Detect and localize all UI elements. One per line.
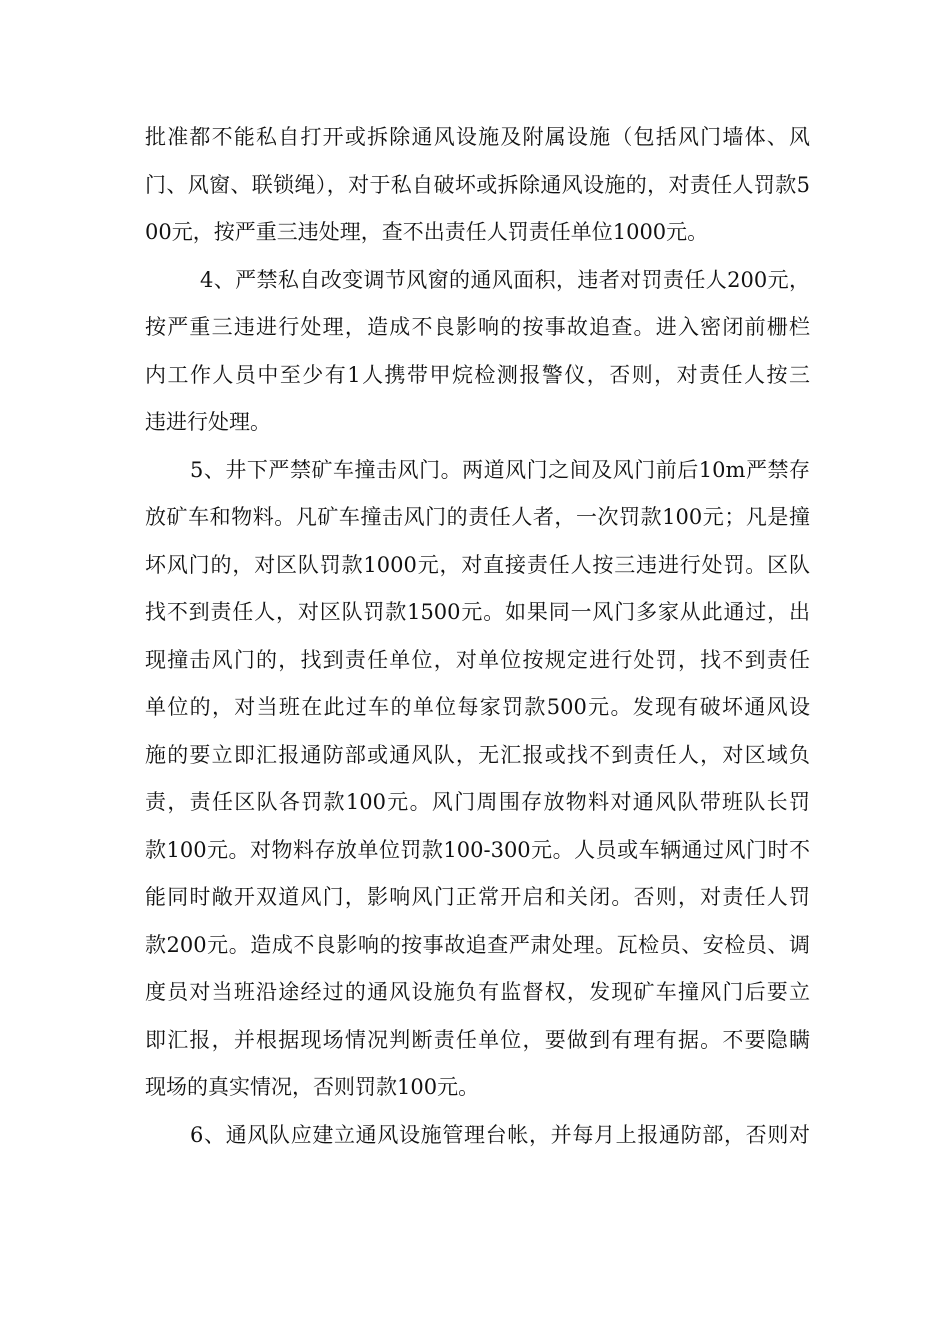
paragraph-1-line-2: 门、风窗、联锁绳），对于私自破坏或拆除通风设施的，对责任人罚款5 bbox=[145, 172, 810, 197]
paragraph-3-line-6: 单位的，对当班在此过车的单位每家罚款500元。发现有破坏通风设 bbox=[145, 695, 810, 719]
paragraph-3-line-2: 放矿车和物料。凡矿车撞击风门的责任人者，一次罚款100元；凡是撞 bbox=[145, 505, 810, 529]
paragraph-3-line-7: 施的要立即汇报通防部或通风队，无汇报或找不到责任人，对区域负 bbox=[145, 742, 810, 767]
paragraph-3-line-4: 找不到责任人，对区队罚款1500元。如果同一风门多家从此通过，出 bbox=[145, 600, 810, 624]
paragraph-3-line-1: 5、井下严禁矿车撞击风门。两道风门之间及风门前后10m严禁存 bbox=[190, 457, 810, 482]
paragraph-4-line-1: 6、通风队应建立通风设施管理台帐，并每月上报通防部，否则对 bbox=[190, 1122, 810, 1147]
paragraph-3-line-8: 责，责任区队各罚款100元。风门周围存放物料对通风队带班队长罚 bbox=[145, 790, 810, 814]
paragraph-2-line-3: 内工作人员中至少有1人携带甲烷检测报警仪，否则，对责任人按三 bbox=[145, 362, 810, 387]
paragraph-1-line-1: 批准都不能私自打开或拆除通风设施及附属设施（包括风门墙体、风 bbox=[145, 125, 810, 149]
paragraph-3-line-11: 款200元。造成不良影响的按事故追查严肃处理。瓦检员、安检员、调 bbox=[145, 932, 810, 957]
paragraph-2-line-1: 4、严禁私自改变调节风窗的通风面积，违者对罚责任人200元， bbox=[200, 267, 810, 292]
paragraph-3-line-3: 坏风门的，对区队罚款1000元，对直接责任人按三违进行处罚。区队 bbox=[145, 552, 810, 577]
paragraph-1-line-3: 00元，按严重三违处理，查不出责任人罚责任单位1000元。 bbox=[145, 220, 709, 244]
paragraph-3-line-10: 能同时敞开双道风门，影响风门正常开启和关闭。否则，对责任人罚 bbox=[145, 885, 810, 909]
paragraph-3-line-5: 现撞击风门的，找到责任单位，对单位按规定进行处罚，找不到责任 bbox=[145, 647, 810, 672]
paragraph-3-line-14: 现场的真实情况，否则罚款100元。 bbox=[145, 1075, 480, 1099]
paragraph-2-line-4: 违进行处理。 bbox=[145, 410, 271, 434]
paragraph-3-line-9: 款100元。对物料存放单位罚款100-300元。人员或车辆通过风门时不 bbox=[145, 837, 810, 862]
paragraph-2-line-2: 按严重三违进行处理，造成不良影响的按事故追查。进入密闭前栅栏 bbox=[145, 315, 810, 339]
document-body bbox=[145, 114, 810, 1159]
paragraph-3-line-12: 度员对当班沿途经过的通风设施负有监督权，发现矿车撞风门后要立 bbox=[145, 980, 810, 1004]
paragraph-3-line-13: 即汇报，并根据现场情况判断责任单位，要做到有理有据。不要隐瞒 bbox=[145, 1027, 810, 1052]
